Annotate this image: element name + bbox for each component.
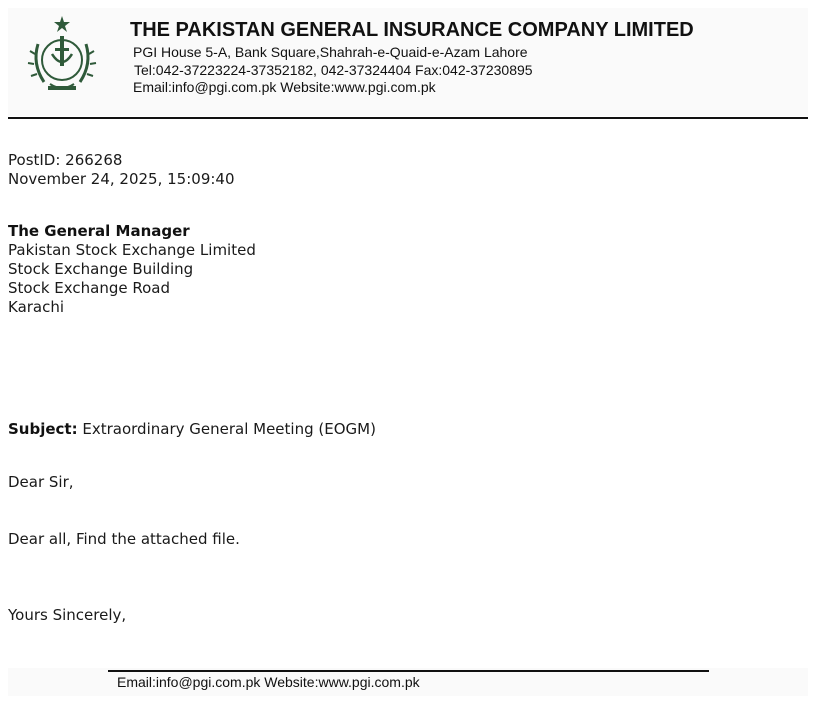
company-address: PGI House 5-A, Bank Square,Shahrah-e-Quaid-e-Azam Lahore bbox=[133, 44, 528, 60]
company-phone-fax: Tel:042-37223224-37352182, 042-37324404 Fax:042-37230895 bbox=[134, 62, 533, 78]
company-email-website: Email:info@pgi.com.pk Website:www.pgi.com.pk bbox=[133, 79, 436, 95]
pgi-crest-icon bbox=[26, 14, 98, 96]
post-info bbox=[8, 151, 235, 189]
footer-divider bbox=[108, 670, 709, 672]
footer-contact: Email:info@pgi.com.pk Website:www.pgi.com.pk bbox=[117, 674, 420, 690]
post-id: PostID: 266268 bbox=[8, 151, 123, 169]
salutation: Dear Sir, bbox=[8, 473, 74, 491]
recipient-line: Karachi bbox=[8, 298, 65, 316]
message-body: Dear all, Find the attached file. bbox=[8, 530, 240, 548]
recipient-title: The General Manager bbox=[8, 222, 190, 240]
subject-label: Subject: bbox=[8, 420, 78, 438]
company-name: THE PAKISTAN GENERAL INSURANCE COMPANY LIMITED bbox=[130, 19, 694, 41]
letterhead bbox=[8, 8, 808, 116]
post-datetime: November 24, 2025, 15:09:40 bbox=[8, 170, 235, 188]
recipient-address bbox=[8, 222, 256, 317]
recipient-line: Stock Exchange Road bbox=[8, 279, 170, 297]
subject-line bbox=[8, 420, 376, 439]
recipient-line: Pakistan Stock Exchange Limited bbox=[8, 241, 256, 259]
closing: Yours Sincerely, bbox=[8, 606, 127, 624]
subject-text: Extraordinary General Meeting (EOGM) bbox=[77, 420, 376, 438]
header-divider bbox=[8, 117, 808, 119]
recipient-line: Stock Exchange Building bbox=[8, 260, 194, 278]
